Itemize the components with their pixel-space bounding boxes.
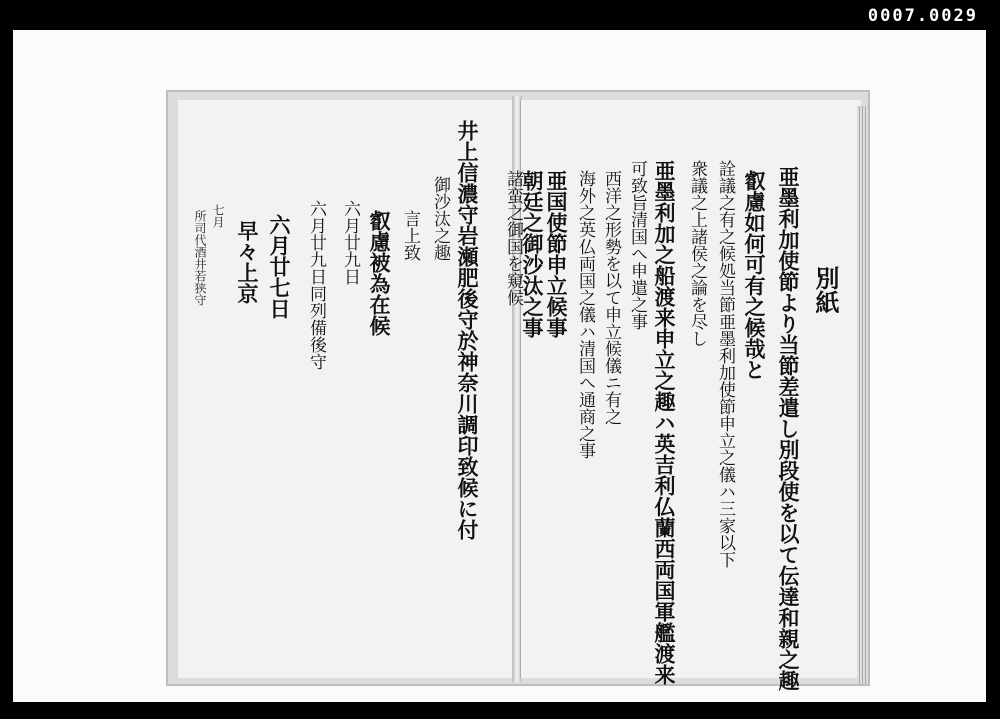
right-column-4: 衆議之上諸侯之論を尽し <box>687 160 707 347</box>
right-column-6: 可致旨清国へ申遣之事 <box>627 160 647 330</box>
right-page <box>503 100 861 691</box>
right-column-9: 亜国使節申立候事 <box>544 170 569 338</box>
open-book <box>168 92 868 691</box>
left-column-6: 六月廿九日同列備後守 <box>306 200 326 370</box>
left-column-4: 叡慮被為在候 <box>367 210 392 336</box>
left-column-8: 早々上京 <box>235 220 260 304</box>
right-column-11: 諸蛮之御国を窺候 <box>503 170 523 306</box>
right-column-2: 叡慮如何可有之候哉と <box>742 170 767 380</box>
right-column-1: 亜墨利加使節より当節差遣し別段使を以て伝達和親之趣 <box>776 166 801 691</box>
right-column-7: 西洋之形勢を以て申立候儀ニ有之 <box>601 170 621 425</box>
frame-number: 0007.0029 <box>867 6 978 26</box>
heading-besshi: 別紙 <box>811 266 840 314</box>
right-column-3: 詮議之有之候処当節亜墨利加使節申立之儀ハ三家以下 <box>715 160 735 568</box>
right-column-10: 朝廷之御沙汰之事 <box>520 170 545 338</box>
left-column-7: 六月廿七日 <box>267 214 292 319</box>
photo-mount <box>13 30 986 702</box>
right-column-8: 海外之英仏両国之儀ハ清国へ通商之事 <box>575 170 595 459</box>
page-edges <box>857 106 867 684</box>
left-column-1: 井上信濃守岩瀬肥後守於神奈川調印致候に付 <box>455 120 480 540</box>
left-column-3: 言上致 <box>400 210 420 261</box>
left-column-2: 御沙汰之趣 <box>430 176 450 261</box>
right-column-5: 亜墨利加之船渡来申立之趣ハ英吉利仏蘭西両国軍艦渡来 <box>652 160 677 685</box>
left-column-5: 六月廿九日 <box>340 200 360 285</box>
left-column-10: 所司代酒井若狭守 <box>193 210 207 306</box>
left-column-9: 七月 <box>211 204 225 228</box>
left-page <box>178 100 515 678</box>
